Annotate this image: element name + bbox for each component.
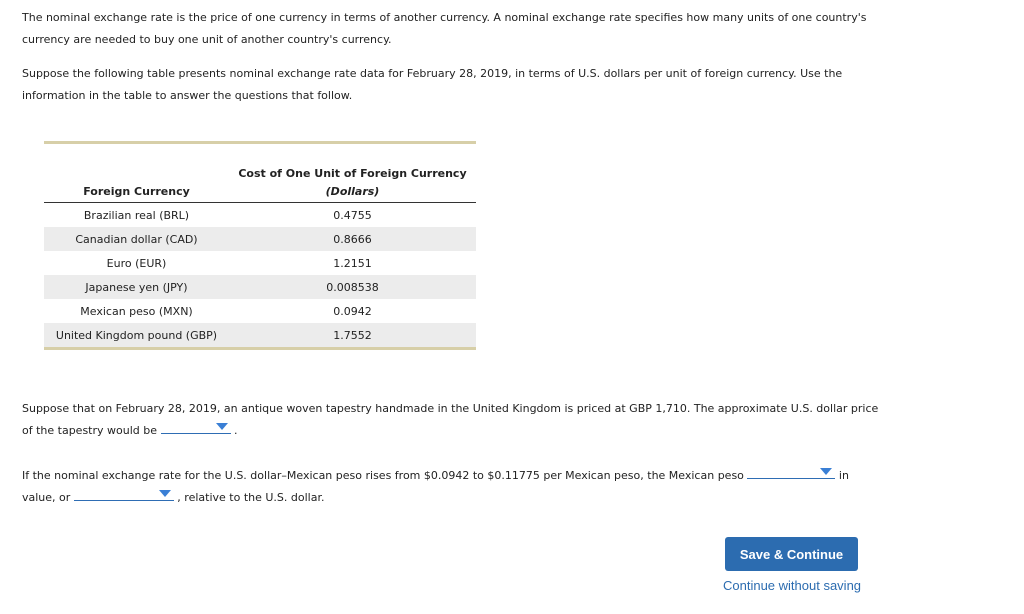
intro-paragraph-2: Suppose the following table presents nominal exchange rate data for February 28, 2019, in terms of U.S. dollars per unit of foreign currency. Use the information in the table to answer the questions that follow. xyxy=(22,67,843,102)
question-2 xyxy=(22,465,882,509)
currency-cell: Brazilian real (BRL) xyxy=(83,208,190,222)
cost-cell: 0.8666 xyxy=(229,227,476,251)
table-header-currency: Foreign Currency xyxy=(44,180,229,203)
currency-cell: Euro (EUR) xyxy=(106,256,167,270)
question-2-middle: in value, or xyxy=(22,469,849,504)
cost-cell: 0.0942 xyxy=(333,304,372,318)
cost-cell: 0.008538 xyxy=(229,275,476,299)
intro-paragraph-1: The nominal exchange rate is the price of one currency in terms of another currency. A nominal exchange rate specifies how many units of one country's currency are needed to buy one unit of another country's currency. xyxy=(22,11,867,46)
question-1-text: Suppose that on February 28, 2019, an antique woven tapestry handmade in the United Kingdom is priced at GBP 1,710. The approximate U.S. dollar price of the tapestry would be xyxy=(22,402,879,437)
table-row xyxy=(44,299,476,323)
cost-cell: 1.2151 xyxy=(333,256,372,270)
table-row xyxy=(44,227,476,251)
chevron-down-icon xyxy=(820,468,832,475)
currency-cell: Japanese yen (JPY) xyxy=(44,275,229,299)
currency-cell: United Kingdom pound (GBP) xyxy=(44,323,229,347)
question-2-text: If the nominal exchange rate for the U.S. dollar–Mexican peso rises from $0.0942 to $0.11775 per Mexican peso, the Mexican peso xyxy=(22,469,744,482)
table-row xyxy=(44,275,476,299)
table-row xyxy=(44,323,476,347)
table-row xyxy=(44,251,476,275)
cost-cell: 1.7552 xyxy=(229,323,476,347)
question-1 xyxy=(22,398,882,442)
cost-cell: 0.4755 xyxy=(333,208,372,222)
currency-cell: Mexican peso (MXN) xyxy=(80,304,193,318)
table-header-cost: Cost of One Unit of Foreign Currency xyxy=(238,167,467,180)
peso-appreciation-dropdown[interactable] xyxy=(74,487,174,501)
currency-cell: Canadian dollar (CAD) xyxy=(44,227,229,251)
table-row xyxy=(44,203,476,228)
question-2-end: , relative to the U.S. dollar. xyxy=(177,491,325,504)
table-header-blank xyxy=(44,144,229,180)
save-continue-button[interactable]: Save & Continue xyxy=(725,537,858,571)
table-header-unit: (Dollars) xyxy=(229,180,476,203)
peso-value-change-dropdown[interactable] xyxy=(747,465,835,479)
exchange-rate-table xyxy=(44,141,476,350)
continue-without-saving-link[interactable]: Continue without saving xyxy=(723,578,862,593)
chevron-down-icon xyxy=(159,490,171,497)
question-1-end: . xyxy=(234,424,238,437)
chevron-down-icon xyxy=(216,423,228,430)
tapestry-price-dropdown[interactable] xyxy=(161,420,231,434)
